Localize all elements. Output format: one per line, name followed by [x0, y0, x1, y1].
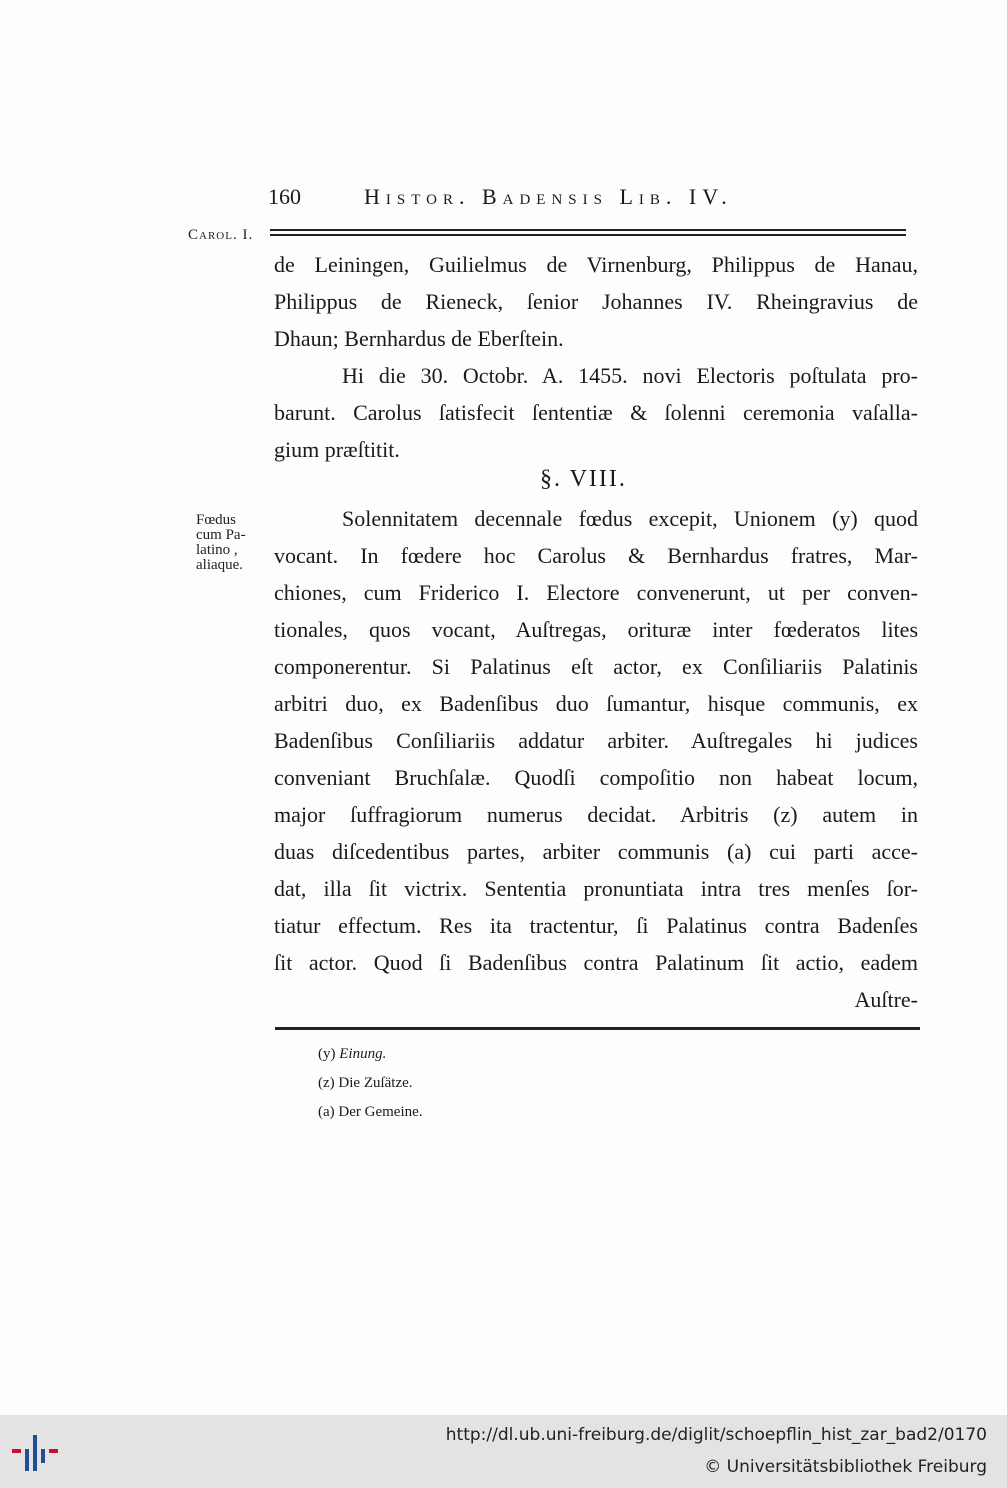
- text-line: arbitri duo, ex Badenſibus duo ſumantur, hisque communis, ex: [274, 691, 918, 716]
- text-line: conveniant Bruchſalæ. Quodſi compoſitio non habeat locum,: [274, 765, 918, 790]
- footnote-marker: (y): [318, 1046, 336, 1062]
- margin-note-line: Fœdus: [196, 512, 237, 528]
- text-line: duas diſcedentibus partes, arbiter communis (a) cui parti acce-: [274, 839, 918, 864]
- footer-copyright: © Universitätsbibliothek Freiburg: [704, 1457, 987, 1477]
- footnote-text: Die Zuſätze.: [338, 1075, 413, 1091]
- text-line: vocant. In fœdere hoc Carolus & Bernhardus fratres, Mar-: [274, 543, 918, 568]
- text-line: Philippus de Rieneck, ſenior Johannes IV. Rheingravius de: [274, 289, 918, 314]
- text-line: major ſuffragiorum numerus decidat. Arbitris (z) autem in: [274, 802, 918, 827]
- footnote-a: [318, 1098, 423, 1127]
- margin-note-carol: Carol. I.: [188, 227, 254, 243]
- page-number: 160: [268, 184, 301, 209]
- footnote-rule: [275, 1027, 920, 1030]
- ub-freiburg-logo-icon[interactable]: [12, 1427, 68, 1477]
- footnote-text: Der Gemeine.: [338, 1104, 423, 1120]
- text-line: Dhaun; Bernhardus de Eberſtein.: [274, 326, 564, 351]
- text-line: dat, illa ſit victrix. Sententia pronuntiata intra tres menſes ſor-: [274, 876, 918, 901]
- text-line: ſit actor. Quod ſi Badenſibus contra Palatinum ſit actio, eadem: [274, 950, 918, 975]
- footnote-marker: (z): [318, 1075, 335, 1091]
- running-head: [268, 184, 918, 216]
- text-line: chiones, cum Friderico I. Electore convenerunt, ut per conven-: [274, 580, 918, 605]
- margin-note-foedus: [196, 513, 266, 573]
- text-line: gium præſtitit.: [274, 437, 400, 462]
- footer-url-link[interactable]: http://dl.ub.uni-freiburg.de/diglit/schoepflin_hist_zar_bad2/0170: [445, 1425, 987, 1445]
- footnote-y: [318, 1040, 423, 1069]
- text-line: tiatur effectum. Res ita tractentur, ſi Palatinus contra Badenſes: [274, 913, 918, 938]
- header-rule: [270, 229, 906, 236]
- footnote-marker: (a): [318, 1104, 335, 1120]
- text-line: componerentur. Si Palatinus eſt actor, ex Conſiliariis Palatinis: [274, 654, 918, 679]
- margin-note-line: latino ,: [196, 542, 238, 558]
- margin-note-line: cum Pa-: [196, 527, 246, 543]
- footnote-text: Einung.: [339, 1046, 387, 1062]
- text-line: de Leiningen, Guilielmus de Virnenburg, Philippus de Hanau,: [274, 252, 918, 277]
- catchword: Auſtre-: [854, 987, 918, 1012]
- text-line: barunt. Carolus ſatisfecit ſententiæ & ſolenni ceremonia vaſalla-: [274, 400, 918, 425]
- margin-note-line: aliaque.: [196, 557, 244, 573]
- footnotes: [318, 1040, 423, 1127]
- text-line: Badenſibus Conſiliariis addatur arbiter. Auſtregales hi judices: [274, 728, 918, 753]
- section-heading: §. VIII.: [540, 466, 627, 492]
- text-line: Hi die 30. Octobr. A. 1455. novi Electoris poſtulata pro-: [342, 363, 918, 388]
- footer-bar: [0, 1415, 1007, 1488]
- footnote-z: [318, 1069, 423, 1098]
- text-line: tionales, quos vocant, Auſtregas, orituræ inter fœderatos lites: [274, 617, 918, 642]
- text-line: Solennitatem decennale fœdus excepit, Unionem (y) quod: [342, 506, 918, 531]
- running-head-title: Histor. Badensis Lib. IV.: [364, 184, 733, 209]
